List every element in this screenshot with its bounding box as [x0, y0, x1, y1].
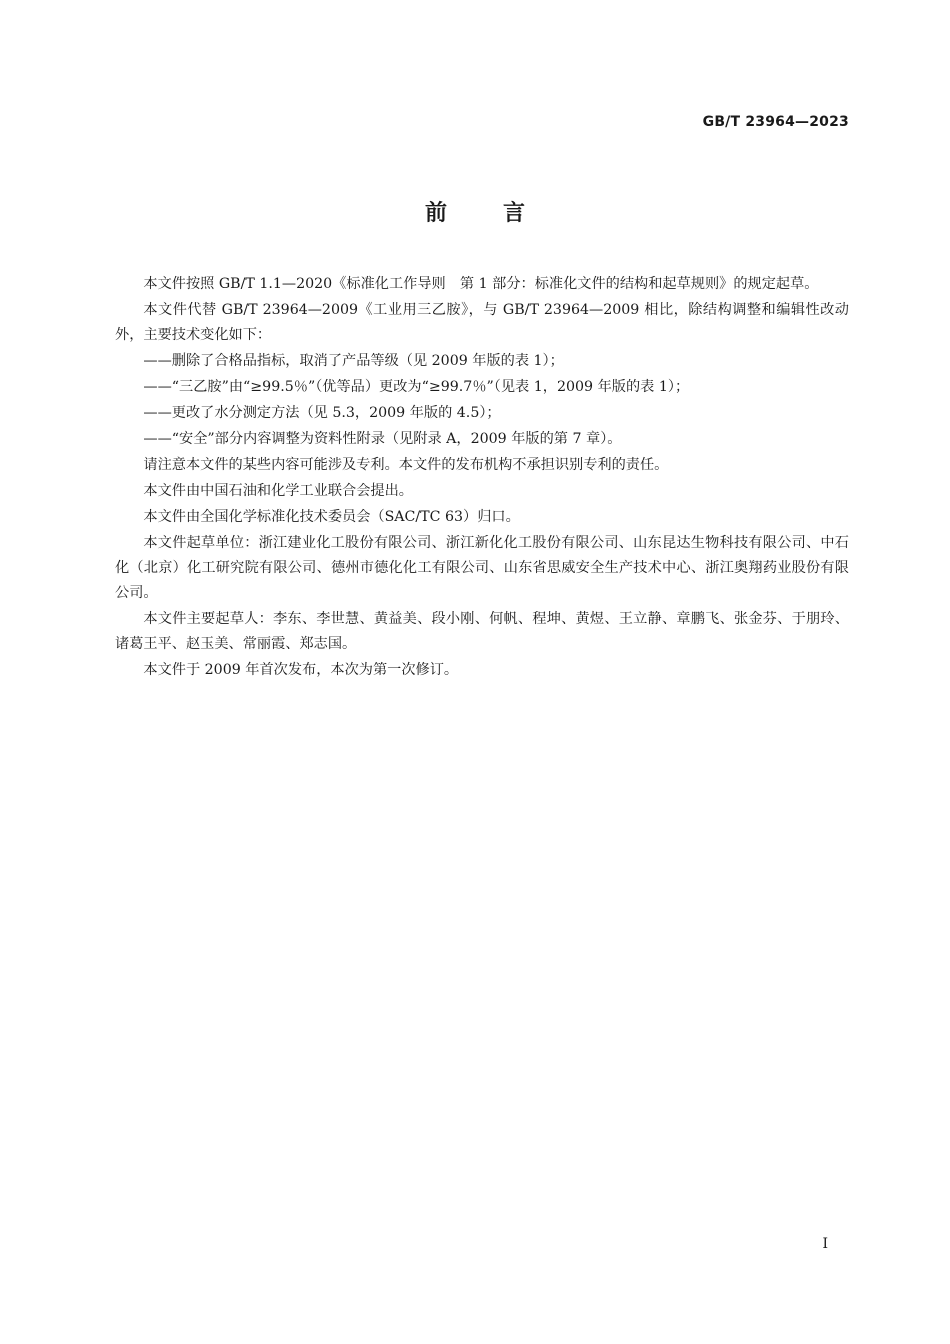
paragraph-drafters: 本文件主要起草人：李东、李世慧、黄益美、段小刚、何帆、程坤、黄煜、王立静、章鹏飞、张金芬、于朋玲、诸葛王平、赵玉美、常丽霞、郑志国。	[115, 611, 849, 652]
paragraph-proposer: 本文件由中国石油和化学工业联合会提出。	[143, 483, 413, 499]
page-number: I	[822, 1236, 828, 1252]
paragraph-history: 本文件于 2009 年首次发布，本次为第一次修订。	[143, 662, 459, 678]
change-item: ——删除了合格品指标，取消了产品等级（见 2009 年版的表 1）；	[143, 353, 564, 369]
change-item: ——更改了水分测定方法（见 5.3，2009 年版的 4.5）；	[143, 405, 501, 421]
paragraph-patent-notice: 请注意本文件的某些内容可能涉及专利。本文件的发布机构不承担识别专利的责任。	[143, 457, 669, 473]
change-item: ——“安全”部分内容调整为资料性附录（见附录 A，2009 年版的第 7 章）。	[143, 431, 622, 447]
paragraph-drafting-units: 本文件起草单位：浙江建业化工股份有限公司、浙江新化化工股份有限公司、山东昆达生物科技有限公司、中石化（北京）化工研究院有限公司、德州市德化化工有限公司、山东省思威安全生产技术中心、浙江奥翔药业股份有限公司。	[115, 535, 849, 601]
paragraph-replacement: 本文件代替 GB/T 23964—2009《工业用三乙胺》，与 GB/T 23964—2009 相比，除结构调整和编辑性改动外，主要技术变化如下：	[115, 302, 849, 343]
page-title: 前言	[424, 201, 581, 226]
foreword-body	[115, 272, 849, 684]
paragraph-committee: 本文件由全国化学标准化技术委员会（SAC/TC 63）归口。	[143, 509, 520, 525]
document-code: GB/T 23964—2023	[702, 114, 849, 130]
paragraph-drafting-rules: 本文件按照 GB/T 1.1—2020《标准化工作导则 第 1 部分：标准化文件的结构和起草规则》的规定起草。	[143, 276, 819, 292]
change-item: ——“三乙胺”由“≥99.5％”（优等品）更改为“≥99.7％”（见表 1，2009 年版的表 1）；	[143, 379, 690, 395]
